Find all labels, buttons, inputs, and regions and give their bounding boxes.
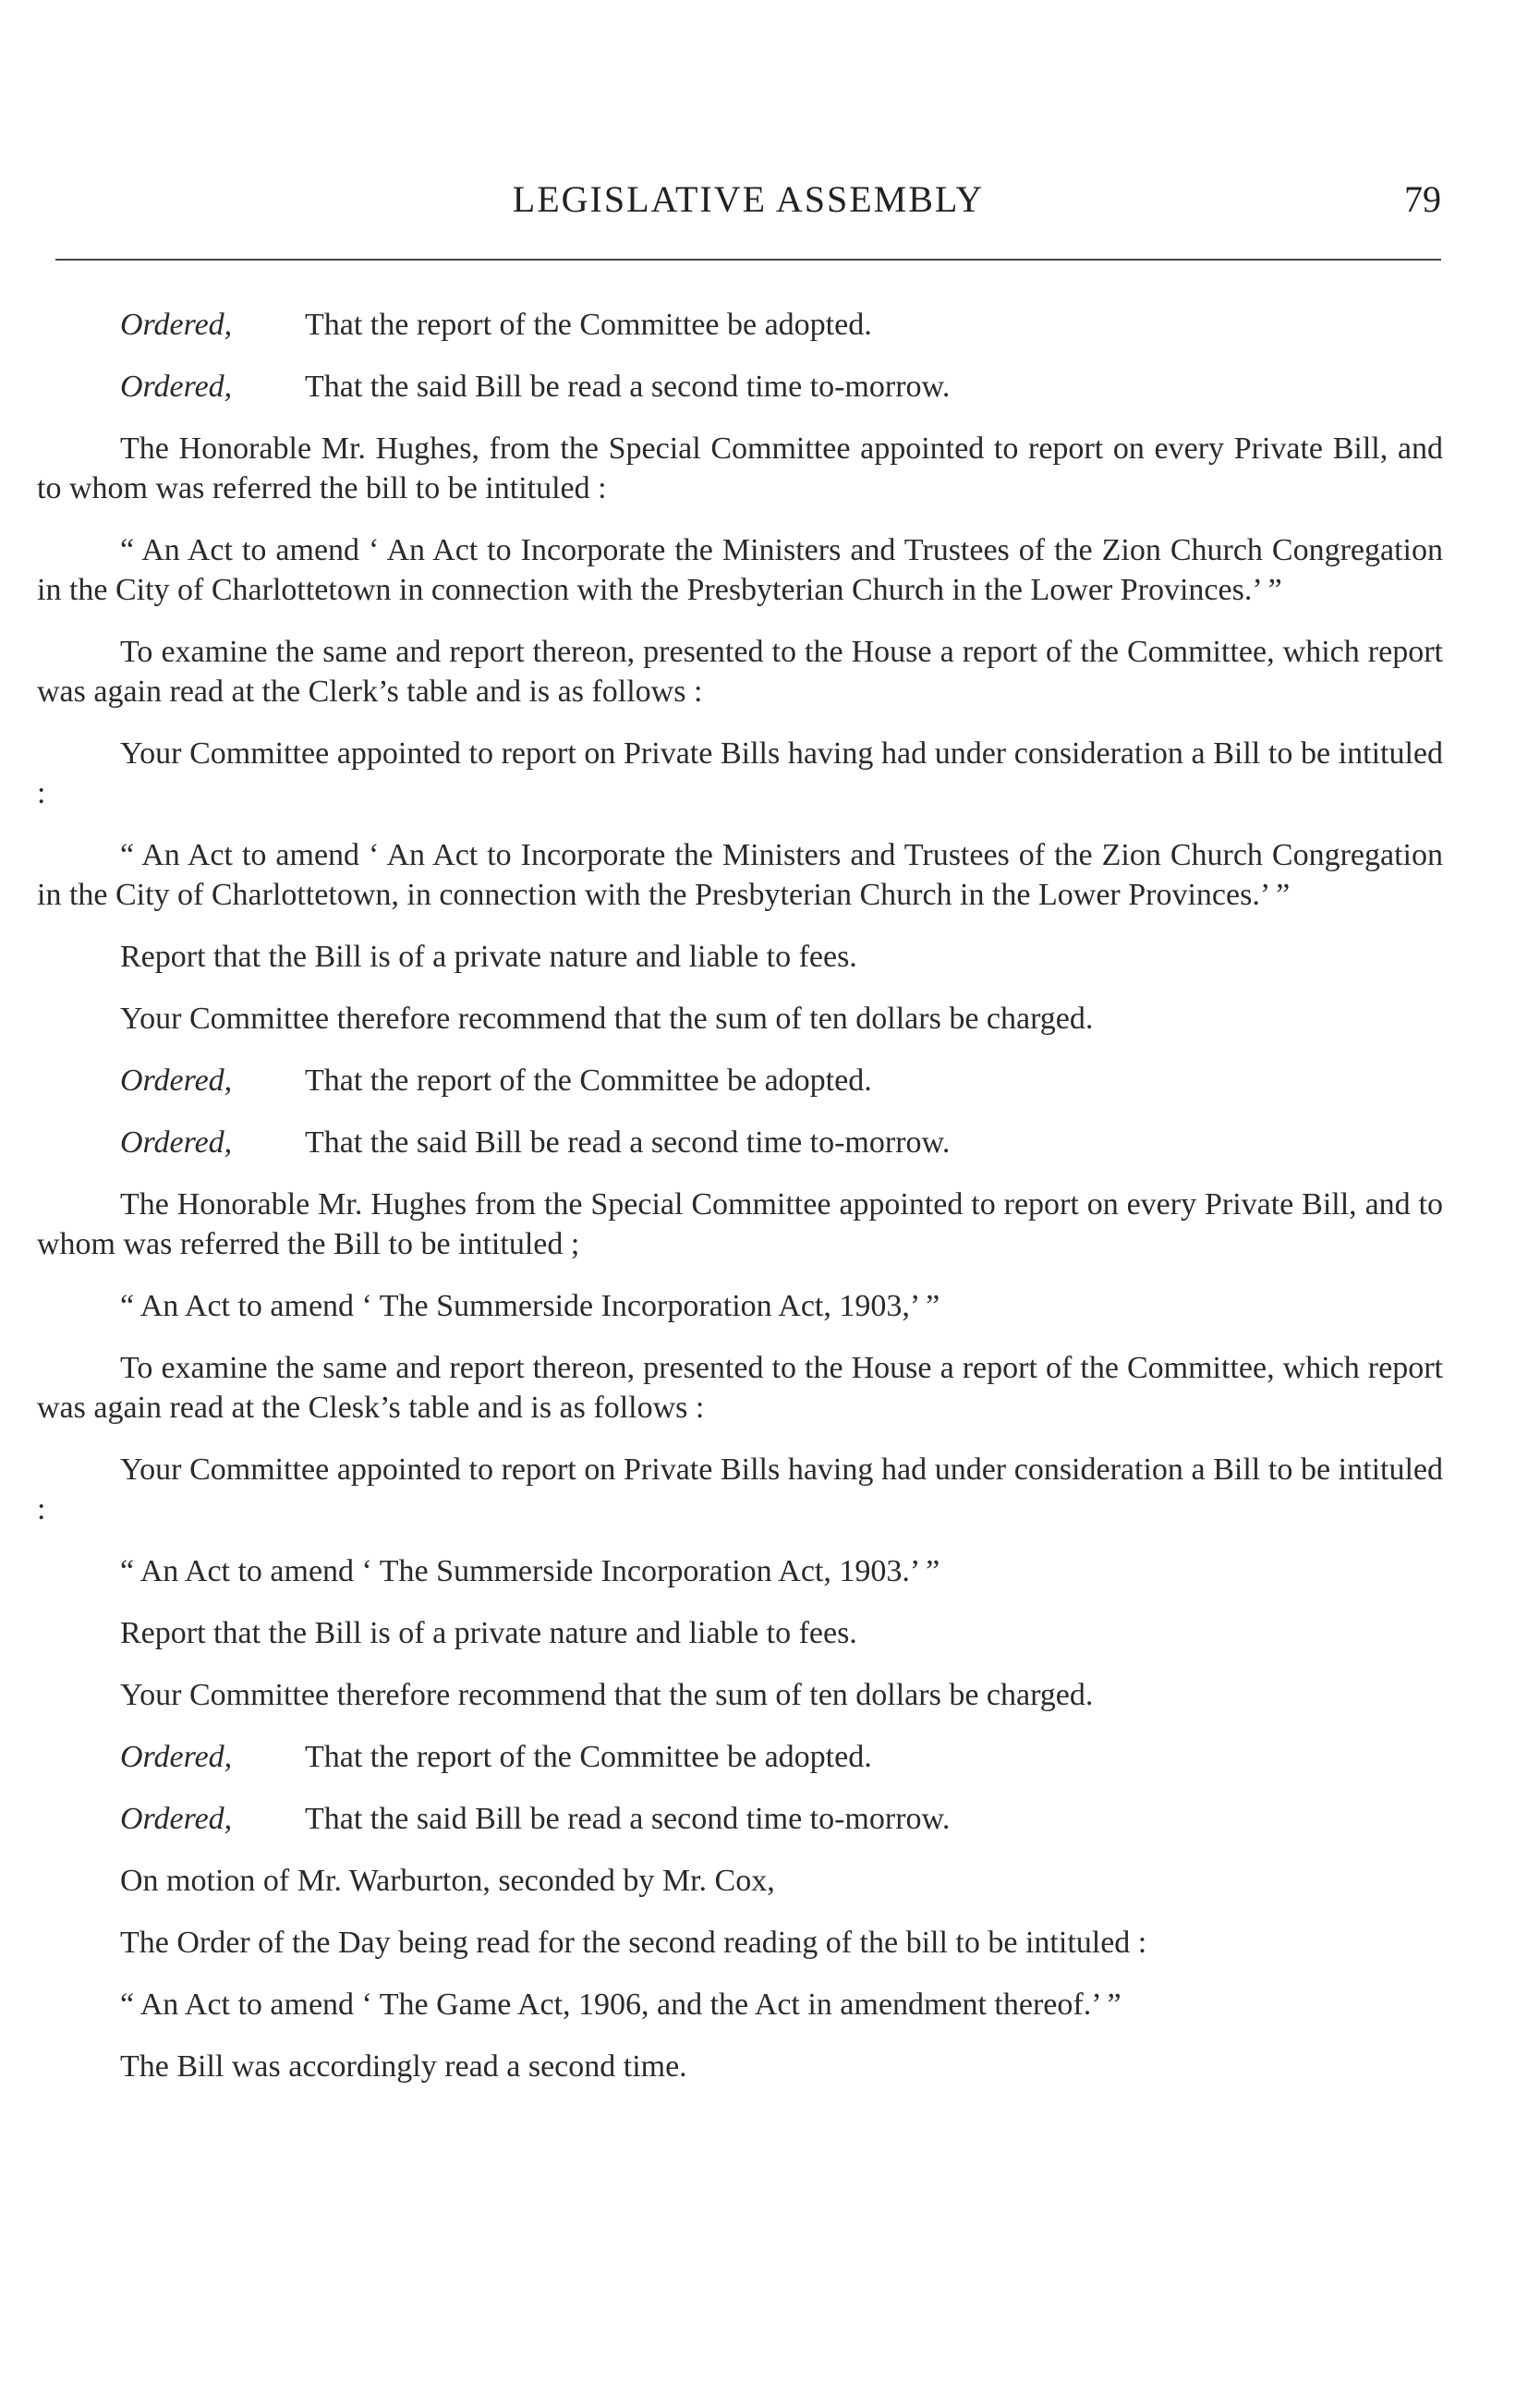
paragraph: The Honorable Mr. Hughes, from the Special Committee appointed to report on every Private Bill, and to whom was referred the bill to be intituled : [37, 432, 1443, 505]
ordered-label: Ordered, [120, 1802, 233, 1836]
paragraph: On motion of Mr. Warburton, seconded by Mr. Cox, [120, 1864, 775, 1898]
ordered-entry [37, 1799, 1443, 1839]
ordered-entry [37, 1061, 1443, 1100]
ordered-entry [37, 1737, 1443, 1777]
ordered-label: Ordered, [120, 1125, 233, 1160]
quoted-bill-title: “ An Act to amend ‘ The Summerside Incorporation Act, 1903.’ ” [120, 1554, 940, 1588]
paragraph: The Order of the Day being read for the second reading of the bill to be intituled : [120, 1926, 1147, 1960]
ordered-label: Ordered, [120, 308, 233, 342]
paragraph: To examine the same and report thereon, presented to the House a report of the Committee, which report was again read at the Clerk’s table and is as follows : [37, 635, 1443, 709]
paragraph: Your Committee appointed to report on Private Bills having had under consideration a Bill to be intituled : [37, 1453, 1443, 1526]
header-rule [55, 259, 1441, 261]
paragraph: Report that the Bill is of a private nature and liable to fees. [120, 1616, 857, 1650]
paragraph: Your Committee therefore recommend that the sum of ten dollars be charged. [120, 1678, 1094, 1712]
ordered-entry [37, 1123, 1443, 1162]
quoted-bill-title: “ An Act to amend ‘ An Act to Incorporate the Ministers and Trustees of the Zion Church Congregation in the City of Charlottetown in connection with the Presbyterian Church in the Lower Provinces.’ ” [37, 533, 1443, 607]
page-body [37, 305, 1443, 2109]
page-header [55, 177, 1441, 233]
running-title: LEGISLATIVE ASSEMBLY [512, 178, 985, 220]
paragraph: The Honorable Mr. Hughes from the Special Committee appointed to report on every Private Bill, and to whom was referred the Bill to be intituled ; [37, 1187, 1443, 1261]
paragraph: The Bill was accordingly read a second time. [120, 2049, 687, 2084]
ordered-label: Ordered, [120, 1064, 233, 1098]
ordered-text: That the report of the Committee be adopted. [305, 308, 872, 342]
page-number: 79 [1404, 178, 1441, 220]
ordered-entry [37, 367, 1443, 407]
ordered-text: That the said Bill be read a second time to-morrow. [305, 1802, 951, 1836]
quoted-bill-title: “ An Act to amend ‘ The Summerside Incorporation Act, 1903,’ ” [120, 1289, 940, 1323]
paragraph: Your Committee appointed to report on Private Bills having had under consideration a Bill to be intituled : [37, 736, 1443, 810]
paragraph: To examine the same and report thereon, presented to the House a report of the Committee, which report was again read at the Clesk’s table and is as follows : [37, 1351, 1443, 1425]
quoted-bill-title: “ An Act to amend ‘ The Game Act, 1906, and the Act in amendment thereof.’ ” [120, 1988, 1122, 2022]
ordered-label: Ordered, [120, 1740, 233, 1774]
ordered-text: That the said Bill be read a second time to-morrow. [305, 1125, 951, 1160]
ordered-label: Ordered, [120, 370, 233, 404]
ordered-entry [37, 305, 1443, 345]
ordered-text: That the said Bill be read a second time to-morrow. [305, 370, 951, 404]
quoted-bill-title: “ An Act to amend ‘ An Act to Incorporate the Ministers and Trustees of the Zion Church Congregation in the City of Charlottetown, in connection with the Presbyterian Church in the Lower Provinces.’ ” [37, 838, 1443, 912]
ordered-text: That the report of the Committee be adopted. [305, 1064, 872, 1098]
paragraph: Report that the Bill is of a private nature and liable to fees. [120, 940, 857, 974]
paragraph: Your Committee therefore recommend that the sum of ten dollars be charged. [120, 1002, 1094, 1036]
ordered-text: That the report of the Committee be adopted. [305, 1740, 872, 1774]
